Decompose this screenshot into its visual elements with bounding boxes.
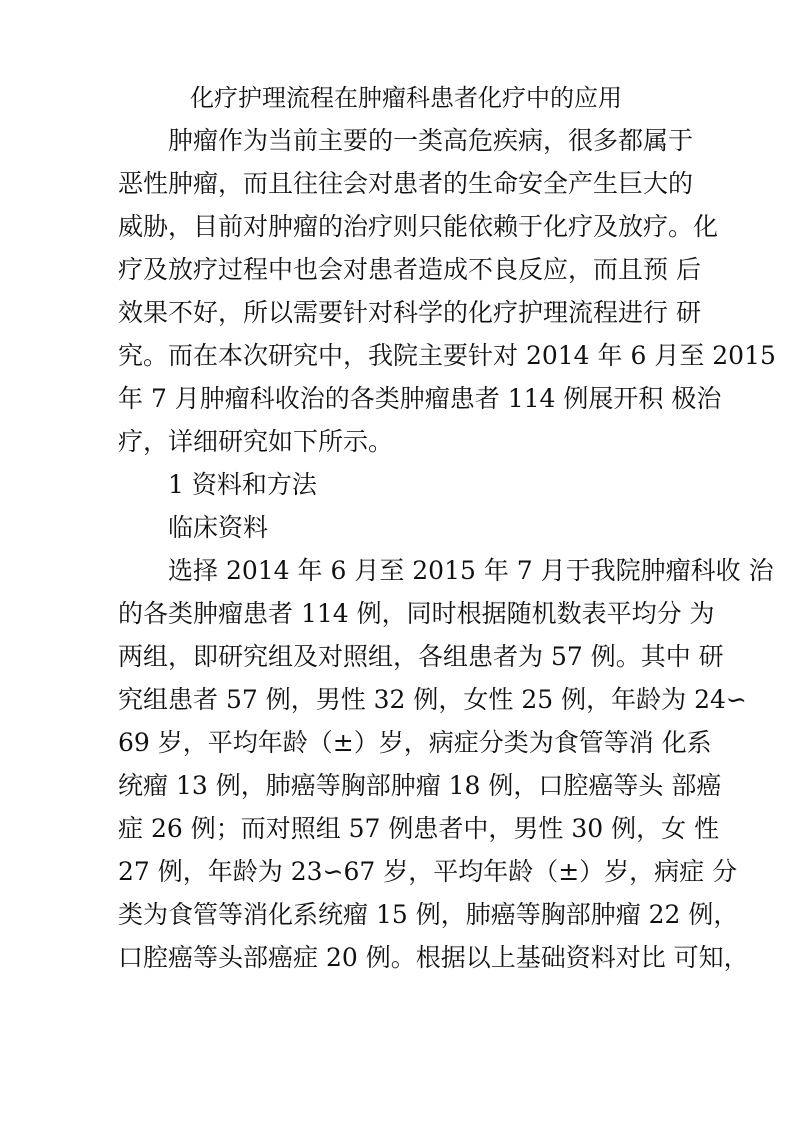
paragraph-line: 究。而在本次研究中，我院主要针对 2014 年 6 月至 2015 [118,341,776,370]
paragraph-line: 类为食管等消化系统瘤 15 例，肺癌等胸部肿瘤 22 例， [118,900,739,929]
paragraph-line: 恶性肿瘤，而且往往会对患者的生命安全产生巨大的 [118,169,694,198]
paragraph-line: 疗及放疗过程中也会对患者造成不良反应，而且预 后 [118,255,701,284]
paragraph-line: 27 例，年龄为 23∽67 岁，平均年龄（±）岁，病症 分 [118,857,738,886]
paragraph-line: 肿瘤作为当前主要的一类高危疾病，很多都属于 [168,126,694,155]
paragraph-line: 年 7 月肿瘤科收治的各类肿瘤患者 114 例展开积 极治 [118,384,722,413]
paragraph-line: 69 岁，平均年龄（±）岁，病症分类为食管等消 化系 [118,728,712,757]
paragraph-line: 疗，详细研究如下所示。 [118,427,394,456]
paragraph-line: 的各类肿瘤患者 114 例，同时根据随机数表平均分 为 [118,599,715,628]
subsection-heading: 临床资料 [168,513,269,542]
paragraph-line: 统瘤 13 例，肺癌等胸部肿瘤 18 例，口腔癌等头 部癌 [118,771,722,800]
paragraph-line: 选择 2014 年 6 月至 2015 年 7 月于我院肿瘤科收 治 [168,556,774,585]
paragraph-line: 效果不好，所以需要针对科学的化疗护理流程进行 研 [118,298,701,327]
paragraph-line: 口腔癌等头部癌症 20 例。根据以上基础资料对比 可知， [118,943,749,972]
paragraph-line: 威胁，目前对肿瘤的治疗则只能依赖于化疗及放疗。化 [118,212,719,241]
paragraph-line: 究组患者 57 例，男性 32 例，女性 25 例，年龄为 24∽ [118,685,747,714]
section-heading: 1 资料和方法 [168,470,317,499]
document-title: 化疗护理流程在肿瘤科患者化疗中的应用 [190,84,622,112]
paragraph-line: 两组，即研究组及对照组，各组患者为 57 例。其中 研 [118,642,724,671]
paragraph-line: 症 26 例；而对照组 57 例患者中，男性 30 例，女 性 [118,814,720,843]
